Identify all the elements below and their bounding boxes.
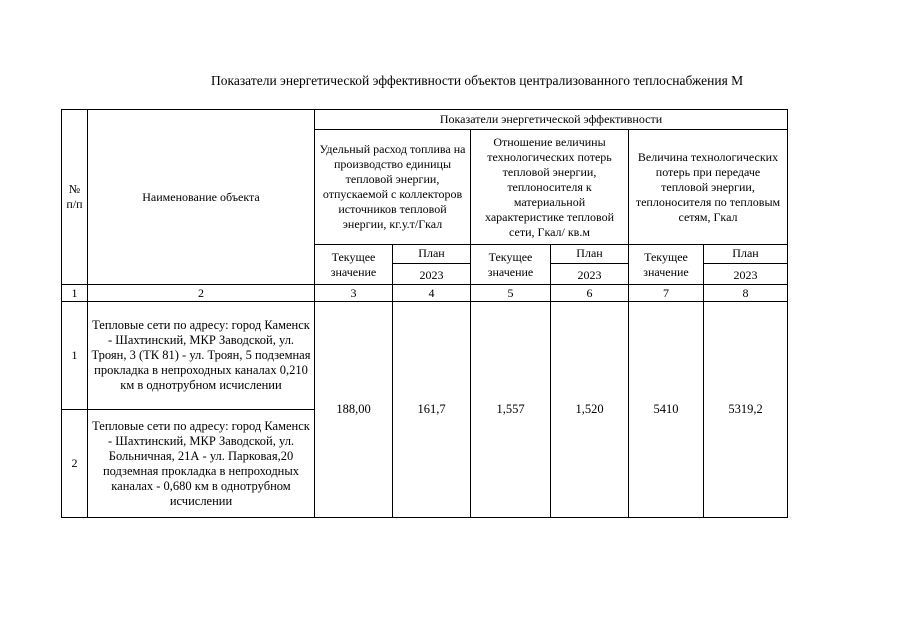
- header-current-b: Текущее значение: [471, 245, 551, 285]
- column-number-7: 7: [629, 285, 704, 302]
- header-current-a: Текущее значение: [315, 245, 393, 285]
- column-number-2: 2: [88, 285, 315, 302]
- column-number-6: 6: [551, 285, 629, 302]
- column-number-1: 1: [62, 285, 88, 302]
- header-year-c: 2023: [733, 268, 758, 282]
- value-fuel-current: 188,00: [315, 302, 393, 518]
- header-technological-losses: Величина технологических потерь при передаче тепловой энергии, теплоносителя по тепловым сетям, Гкал: [629, 130, 788, 245]
- header-plan-c: План: [704, 246, 787, 264]
- row-1-name: Тепловые сети по адресу: город Каменск - Шахтинский, МКР Заводской, ул. Троян, 3 (ТК 81) - ул. Троян, 5 подземная прокладка в непроходных каналах 0,210 км в однотрубном исчислении: [88, 302, 315, 410]
- row-1-num: 1: [62, 302, 88, 410]
- value-loss-ratio-plan: 1,520: [551, 302, 629, 518]
- energy-efficiency-table: [61, 109, 788, 518]
- header-num: № п/п: [62, 110, 88, 285]
- header-plan-a: План: [393, 246, 470, 264]
- header-group: Показатели энергетической эффективности: [315, 110, 788, 130]
- value-fuel-plan: 161,7: [393, 302, 471, 518]
- column-number-3: 3: [315, 285, 393, 302]
- value-loss-ratio-current: 1,557: [471, 302, 551, 518]
- header-current-c: Текущее значение: [629, 245, 704, 285]
- column-number-8: 8: [704, 285, 788, 302]
- document-title: Показатели энергетической эффективности объектов централизованного теплоснабжения М: [211, 73, 744, 88]
- row-2-name: Тепловые сети по адресу: город Каменск - Шахтинский, МКР Заводской, ул. Больничная, 21А - ул. Парковая,20 подземная прокладка в непроходных каналах - 0,680 км в однотрубном исчислении: [88, 410, 315, 518]
- value-losses-current: 5410: [629, 302, 704, 518]
- column-number-5: 5: [471, 285, 551, 302]
- header-loss-ratio: Отношение величины технологических потерь тепловой энергии, теплоносителя к материальной характеристике тепловой сети, Гкал/ кв.м: [471, 130, 629, 245]
- row-2-num: 2: [62, 410, 88, 518]
- header-fuel-consumption: Удельный расход топлива на производство единицы тепловой энергии, отпускаемой с коллекторов источников тепловой энергии, кг.у.т/Гкал: [315, 130, 471, 245]
- value-losses-plan: 5319,2: [704, 302, 788, 518]
- header-name: Наименование объекта: [88, 110, 315, 285]
- column-number-4: 4: [393, 285, 471, 302]
- header-year-b: 2023: [577, 268, 602, 282]
- header-year-a: 2023: [419, 268, 444, 282]
- header-plan-b: План: [551, 246, 628, 264]
